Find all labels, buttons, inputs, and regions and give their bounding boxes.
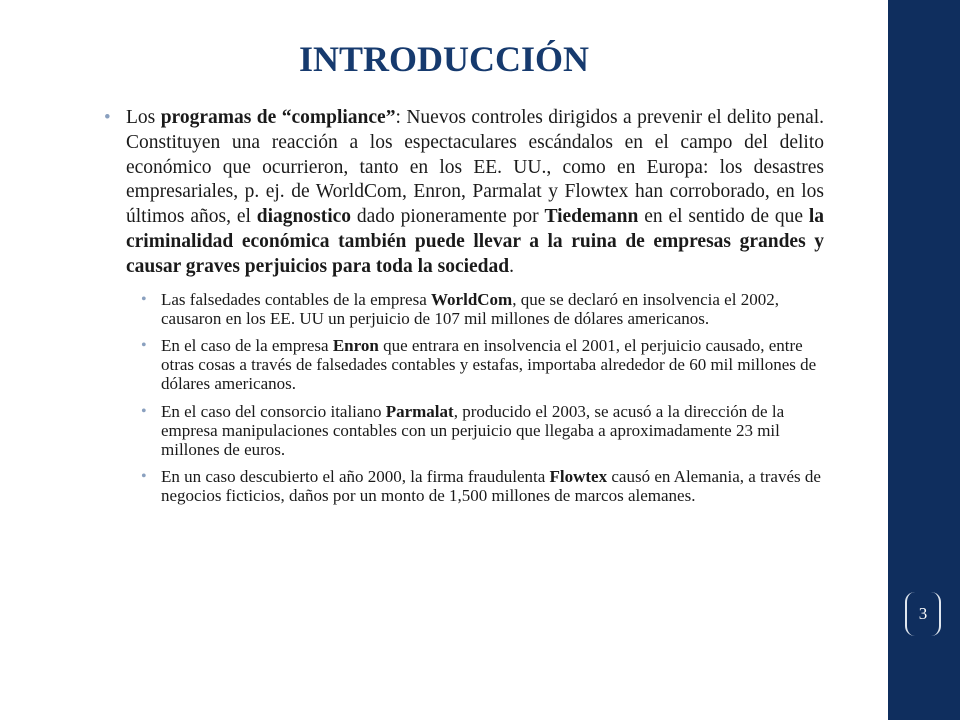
sub-item-company: Parmalat [385,401,454,421]
sub-item-text-pre: En un caso descubierto el año 2000, la firma fraudulenta [161,467,550,487]
sub-item-company: WorldCom [431,289,513,309]
bullet-marker: • [141,402,147,420]
main-bold-tiedemann: Tiedemann [544,206,639,228]
slide-title: INTRODUCCIÓN [298,39,590,79]
main-text-5: . [509,255,515,277]
main-bold-conclusion: la criminalidad económica también puede llevar a la ruina de empresas grandes y causar graves perjuicios para toda la sociedad [126,206,825,277]
side-accent-bar [888,0,960,720]
sub-item-text-post: , que se declaró en insolvencia el 2002, causaron en los EE. UU un perjuicio de 107 mil millones de dólares americanos. [161,289,779,328]
sub-item-enron [141,336,824,394]
slide-body [104,106,824,514]
sub-item-worldcom [141,290,824,328]
main-paragraph [104,106,824,280]
sub-item-flowtex [141,467,824,505]
sub-item-parmalat [141,402,824,460]
main-text-4: en el sentido de que [638,206,809,228]
bullet-marker: • [141,336,147,354]
page-number: 3 [918,604,928,623]
sub-item-text-post: causó en Alemania, a través de negocios ficticios, daños por un monto de 1,500 millones de marcos alemanes. [161,467,821,506]
sub-item-company: Flowtex [549,467,608,487]
main-bold-compliance: programas de “compliance” [160,107,396,128]
sub-item-text-pre: En el caso de la empresa [161,335,333,355]
sub-item-text-pre: En el caso del consorcio italiano [161,401,386,421]
sub-bullet-list [104,290,824,506]
bullet-marker: • [141,468,147,486]
main-text-2: : Nuevos controles dirigidos a prevenir el delito penal. Constituyen una reacción a los espectaculares escándalos en el campo del delito económico que ocurrieron, tanto en los EE. UU., como en Europa: los desastres empresariales, p. ej. de WorldCom, Enron, Parmalat y Flowtex han corroborado, en los últimos años, el [126,107,825,228]
sub-item-text-post: que entrara en insolvencia el 2001, el perjuicio causado, entre otras cosas a través de falsedades contables y estafas, importaba alrededor de 60 mil millones de dólares americanos. [161,335,817,394]
sub-item-text-pre: Las falsedades contables de la empresa [161,289,431,309]
bullet-marker: • [141,290,147,308]
main-text-3: dado pioneramente por [351,206,545,228]
bullet-marker: • [104,107,111,128]
sub-item-text-post: , producido el 2003, se acusó a la dirección de la empresa manipulaciones contables con un perjuicio que llegaba a aproximadamente 23 mil millones de euros. [161,401,785,459]
sub-item-company: Enron [332,335,379,355]
page-number-badge [905,592,941,636]
main-bold-diagnostico: diagnostico [256,206,352,228]
main-text-1: Los [126,107,161,128]
